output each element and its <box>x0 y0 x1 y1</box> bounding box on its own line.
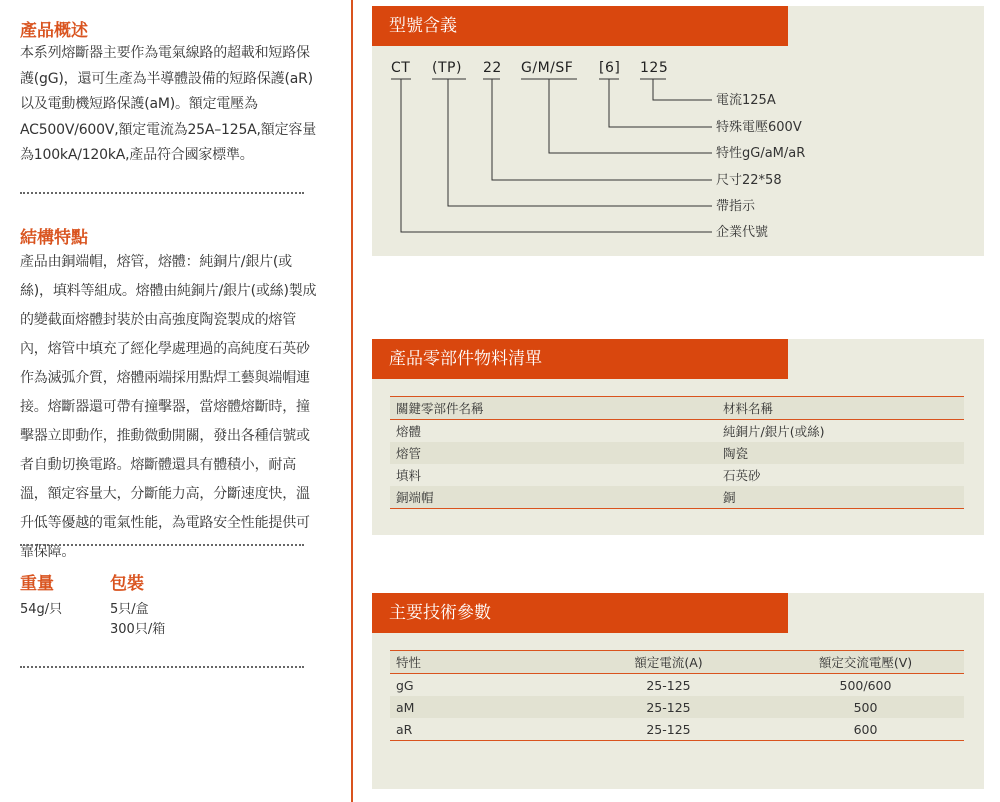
model-title: 型號含義 <box>372 6 788 46</box>
code-segment: CT <box>391 60 411 76</box>
table-row <box>390 464 964 486</box>
material-name: 陶瓷 <box>717 442 964 464</box>
characteristic: aM <box>390 696 570 718</box>
model-label: 企業代號 <box>716 225 769 240</box>
material-name: 石英砂 <box>723 468 761 483</box>
table-row <box>390 718 964 741</box>
dotted-divider <box>20 666 304 668</box>
rated-current: 25-125 <box>570 696 767 718</box>
column-header: 特性 <box>390 651 570 674</box>
dotted-divider <box>20 192 304 194</box>
model-label: 特性gG/aM/aR <box>716 146 806 161</box>
model-label: 尺寸22*58 <box>716 173 782 188</box>
dotted-divider <box>20 544 304 546</box>
characteristic: aR <box>390 718 570 741</box>
code-segment: [6] <box>599 60 621 76</box>
rated-current: 25-125 <box>570 718 767 741</box>
part-name: 填料 <box>396 468 422 483</box>
code-segment: (TP) <box>432 60 462 76</box>
rated-voltage: 500/600 <box>839 677 892 693</box>
rated-voltage: 600 <box>767 718 964 741</box>
specs-title: 主要技術參數 <box>372 593 788 633</box>
code-segment: G/M/SF <box>521 60 574 76</box>
part-name: 熔體 <box>396 424 422 439</box>
table-row <box>390 674 964 697</box>
column-header: 額定電流(A) <box>570 651 767 674</box>
rated-voltage: 500 <box>767 696 964 718</box>
column-header: 關鍵零部件名稱 <box>390 397 717 420</box>
table-row <box>390 696 964 718</box>
packing-title: 包裝 <box>110 574 144 594</box>
structure-title: 結構特點 <box>20 228 88 248</box>
packing-line: 5只/盒 <box>110 602 149 617</box>
weight-title: 重量 <box>20 574 54 594</box>
overview-title: 產品概述 <box>20 21 88 41</box>
table-row <box>390 442 964 464</box>
packing-line: 300只/箱 <box>110 622 166 637</box>
table-row <box>390 486 964 509</box>
model-label: 特殊電壓600V <box>716 120 802 135</box>
column-header: 材料名稱 <box>717 397 964 420</box>
model-panel <box>372 6 984 256</box>
model-label: 帶指示 <box>716 199 756 214</box>
part-name: 銅端帽 <box>390 486 717 509</box>
part-name: 熔管 <box>390 442 717 464</box>
column-header: 額定交流電壓(V) <box>767 651 964 674</box>
specs-table <box>390 650 964 741</box>
materials-table <box>390 396 964 509</box>
table-header-row <box>390 651 964 674</box>
model-label: 電流125A <box>716 93 776 108</box>
table-header-row <box>390 397 964 420</box>
code-segment: 125 <box>640 60 669 76</box>
rated-current: 25-125 <box>646 677 691 693</box>
column-divider <box>351 0 353 802</box>
material-name: 純銅片/銀片(或絲) <box>723 424 825 439</box>
weight-value: 54g/只 <box>20 602 63 617</box>
material-name: 銅 <box>717 486 964 509</box>
code-segment: 22 <box>483 60 502 76</box>
structure-text: 產品由銅端帽，熔管，熔體：純銅片/銀片(或絲)，填料等組成。熔體由純銅片/銀片(或絲)製成的變截面熔體封裝於由高強度陶瓷製成的熔管內，熔管中填充了經化學處理過的高純度石英砂作為滅弧介質，熔體兩端採用點焊工藝與端帽連接。熔斷器還可帶有撞擊器，當熔體熔斷時，撞擊器立即動作，推動微動開關，發出各種信號或者自動切換電路。熔斷體還具有體積小，耐高溫，額定容量大，分斷能力高，分斷速度快，溫升低等優越的電氣性能，為電路安全性能提供可靠保障。 <box>20 254 317 560</box>
characteristic: gG <box>396 677 414 693</box>
table-row <box>390 420 964 443</box>
overview-text: 本系列熔斷器主要作為電氣線路的超載和短路保護(gG)，還可生產為半導體設備的短路保護(aR)以及電動機短路保護(aM)。額定電壓為AC500V/600V,額定電流為25A–125A,額定容量為100kA/120kA,產品符合國家標準。 <box>20 45 317 163</box>
materials-title: 產品零部件物料清單 <box>372 339 788 379</box>
